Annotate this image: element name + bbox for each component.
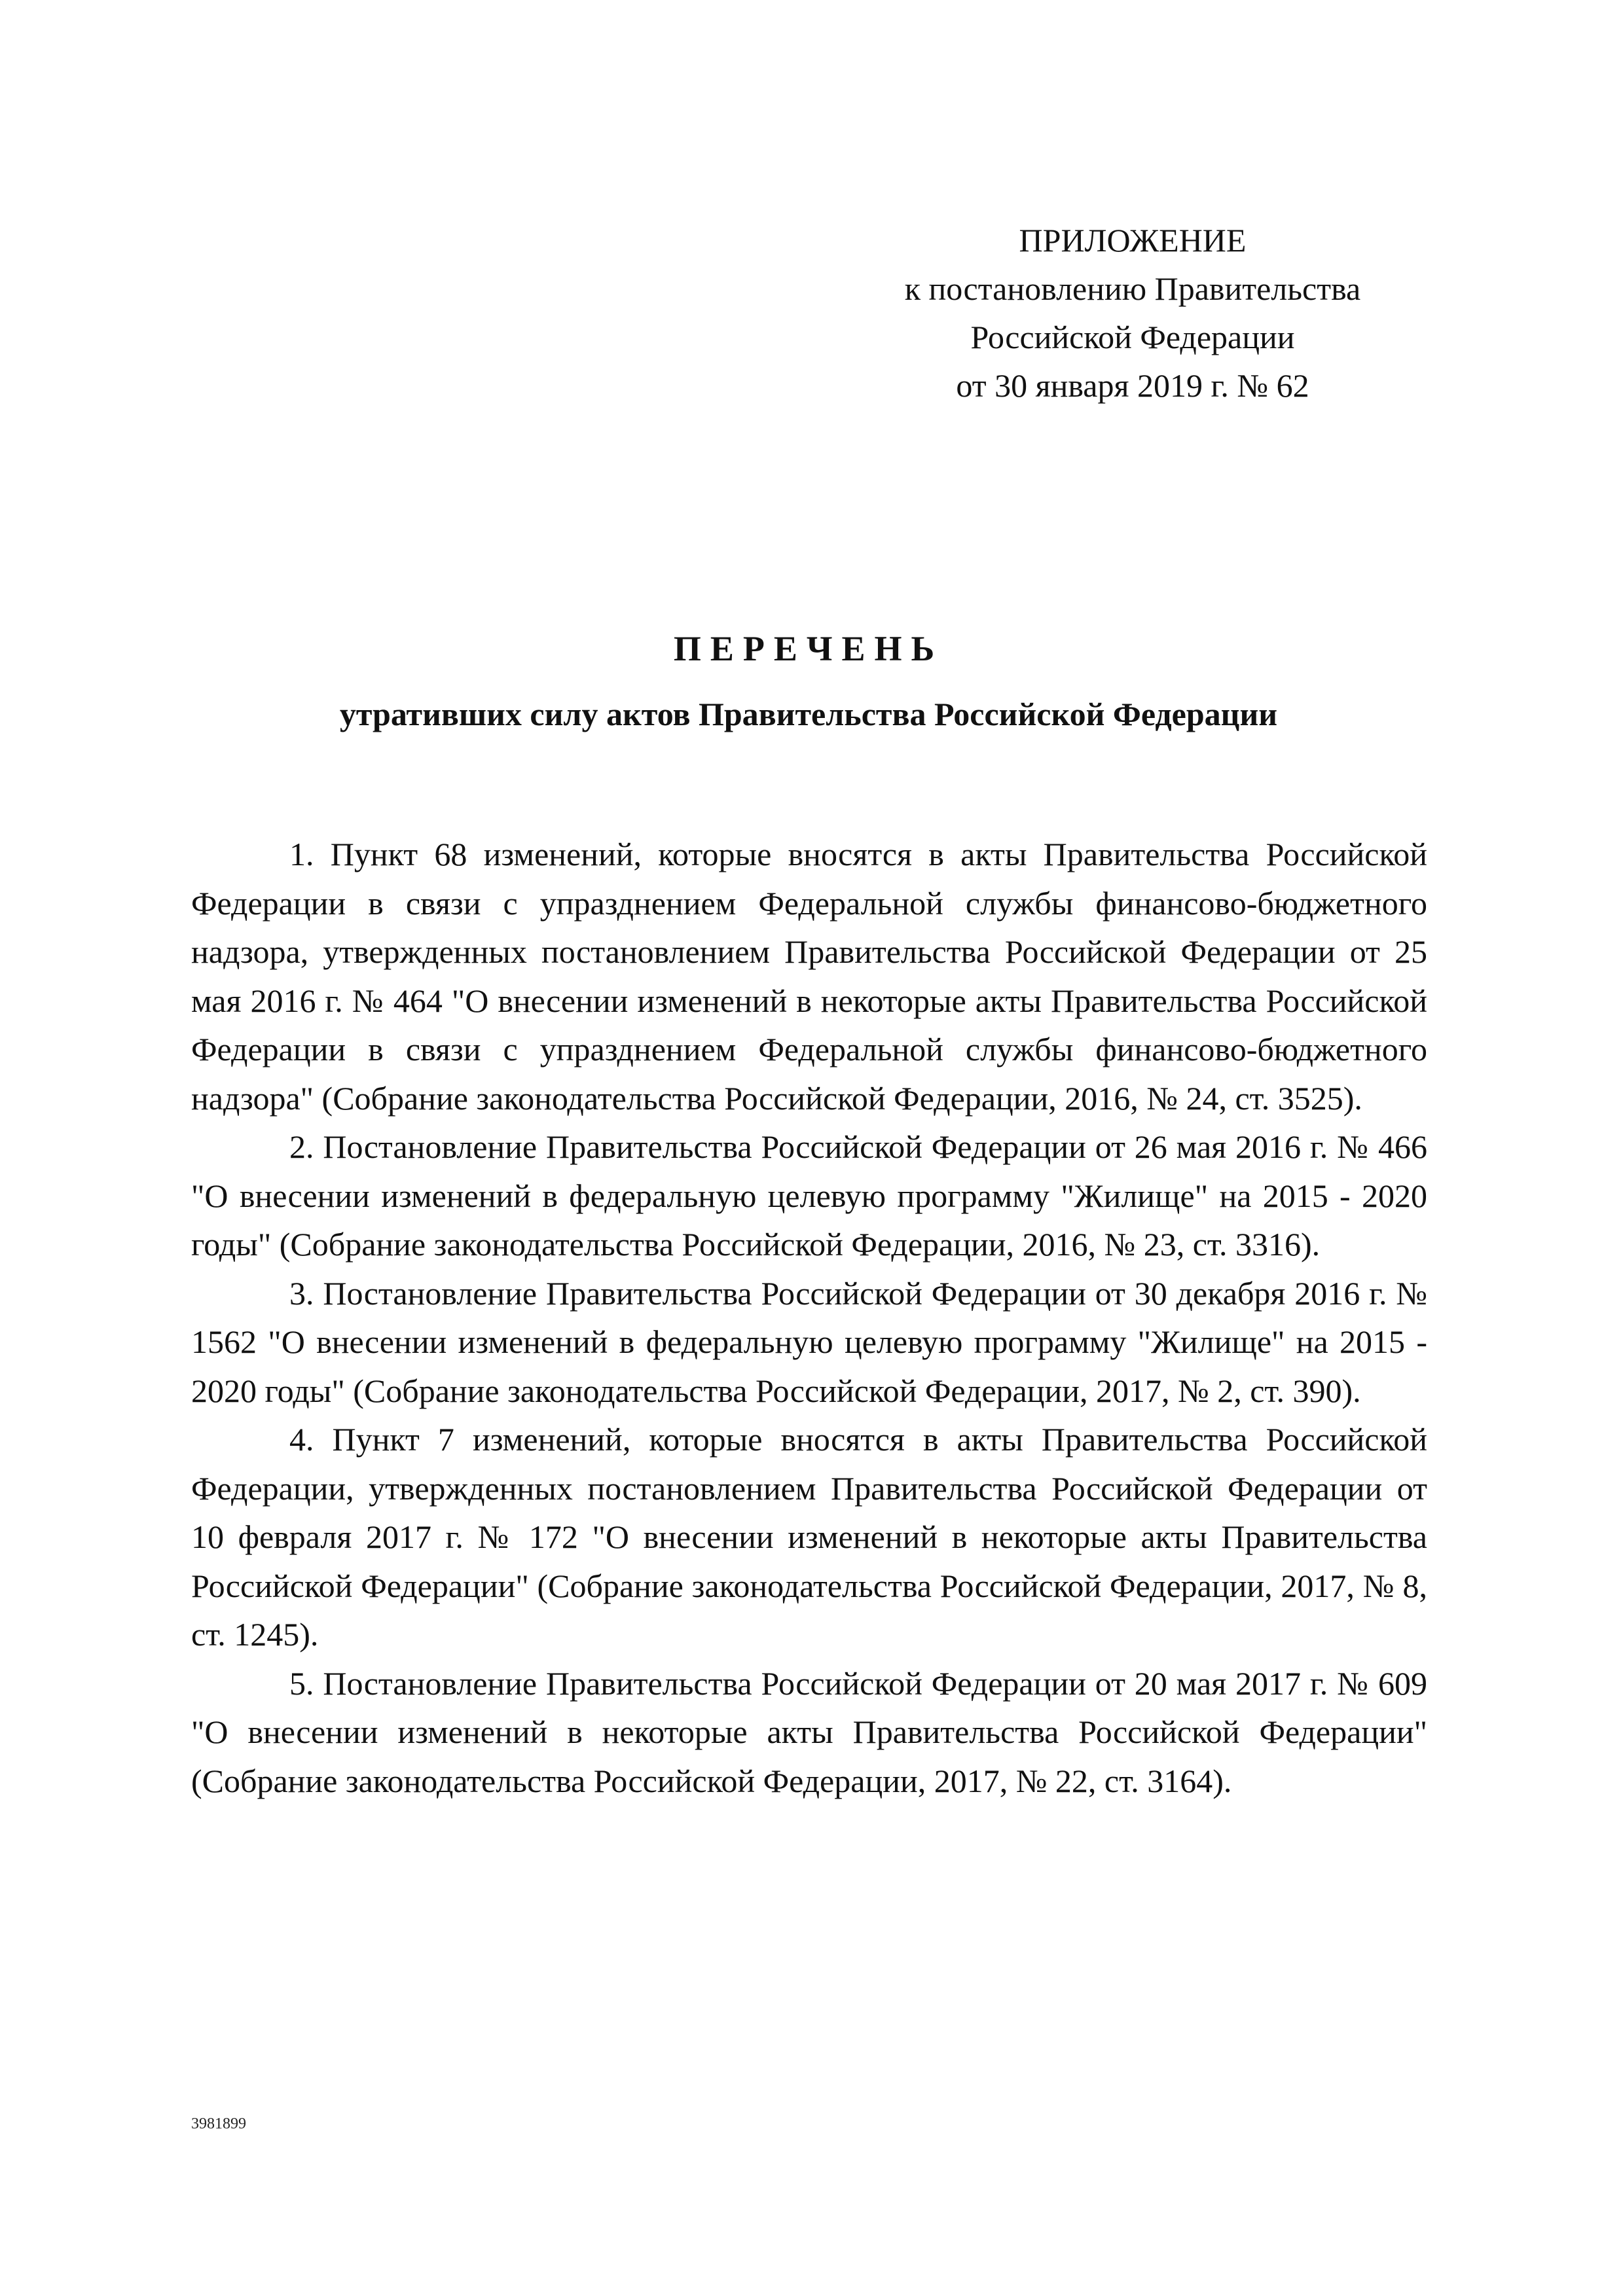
appendix-label: ПРИЛОЖЕНИЕ	[1019, 222, 1247, 259]
document-code: 3981899	[191, 2115, 246, 2132]
appendix-date-number: от 30 января 2019 г. № 62	[956, 367, 1309, 404]
document-subtitle: утративших силу актов Правительства Российской Федерации	[339, 696, 1278, 732]
list-item: 4. Пункт 7 изменений, которые вносятся в акты Правительства Российской Федерации, утвержденных постановлением Правительства Российской Федерации от 10 февраля 2017 г. № 172 "О внесении изменений в некоторые акты Правительства Российской Федерации" (Собрание законодательства Российской Федерации, 2017, № 8, ст. 1245).	[191, 1421, 1427, 1653]
list-item: 3. Постановление Правительства Российской Федерации от 30 декабря 2016 г. № 1562 "О внесении изменений в федеральную целевую программу "Жилище" на 2015 - 2020 годы" (Собрание законодательства Российской Федерации, 2017, № 2, ст. 390).	[191, 1274, 1427, 1409]
acts-list	[191, 830, 1427, 1805]
document-title: ПЕРЕЧЕНЬ	[673, 629, 944, 668]
appendix-authority: Российской Федерации	[970, 319, 1295, 355]
list-item: 5. Постановление Правительства Российской Федерации от 20 мая 2017 г. № 609 "О внесении изменений в некоторые акты Правительства Российской Федерации" (Собрание законодательства Российской Федерации, 2017, № 22, ст. 3164).	[191, 1664, 1427, 1799]
appendix-reference: к постановлению Правительства	[904, 270, 1361, 307]
appendix-header	[845, 216, 1421, 410]
list-item: 1. Пункт 68 изменений, которые вносятся в акты Правительства Российской Федерации в связи с упразднением Федеральной службы финансово-бюджетного надзора, утвержденных постановлением Правительства Российской Федерации от 25 мая 2016 г. № 464 "О внесении изменений в некоторые акты Правительства Российской Федерации в связи с упразднением Федеральной службы финансово-бюджетного надзора" (Собрание законодательства Российской Федерации, 2016, № 24, ст. 3525).	[191, 836, 1427, 1117]
list-item: 2. Постановление Правительства Российской Федерации от 26 мая 2016 г. № 466 "О внесении изменений в федеральную целевую программу "Жилище" на 2015 - 2020 годы" (Собрание законодательства Российской Федерации, 2016, № 23, ст. 3316).	[191, 1128, 1427, 1263]
